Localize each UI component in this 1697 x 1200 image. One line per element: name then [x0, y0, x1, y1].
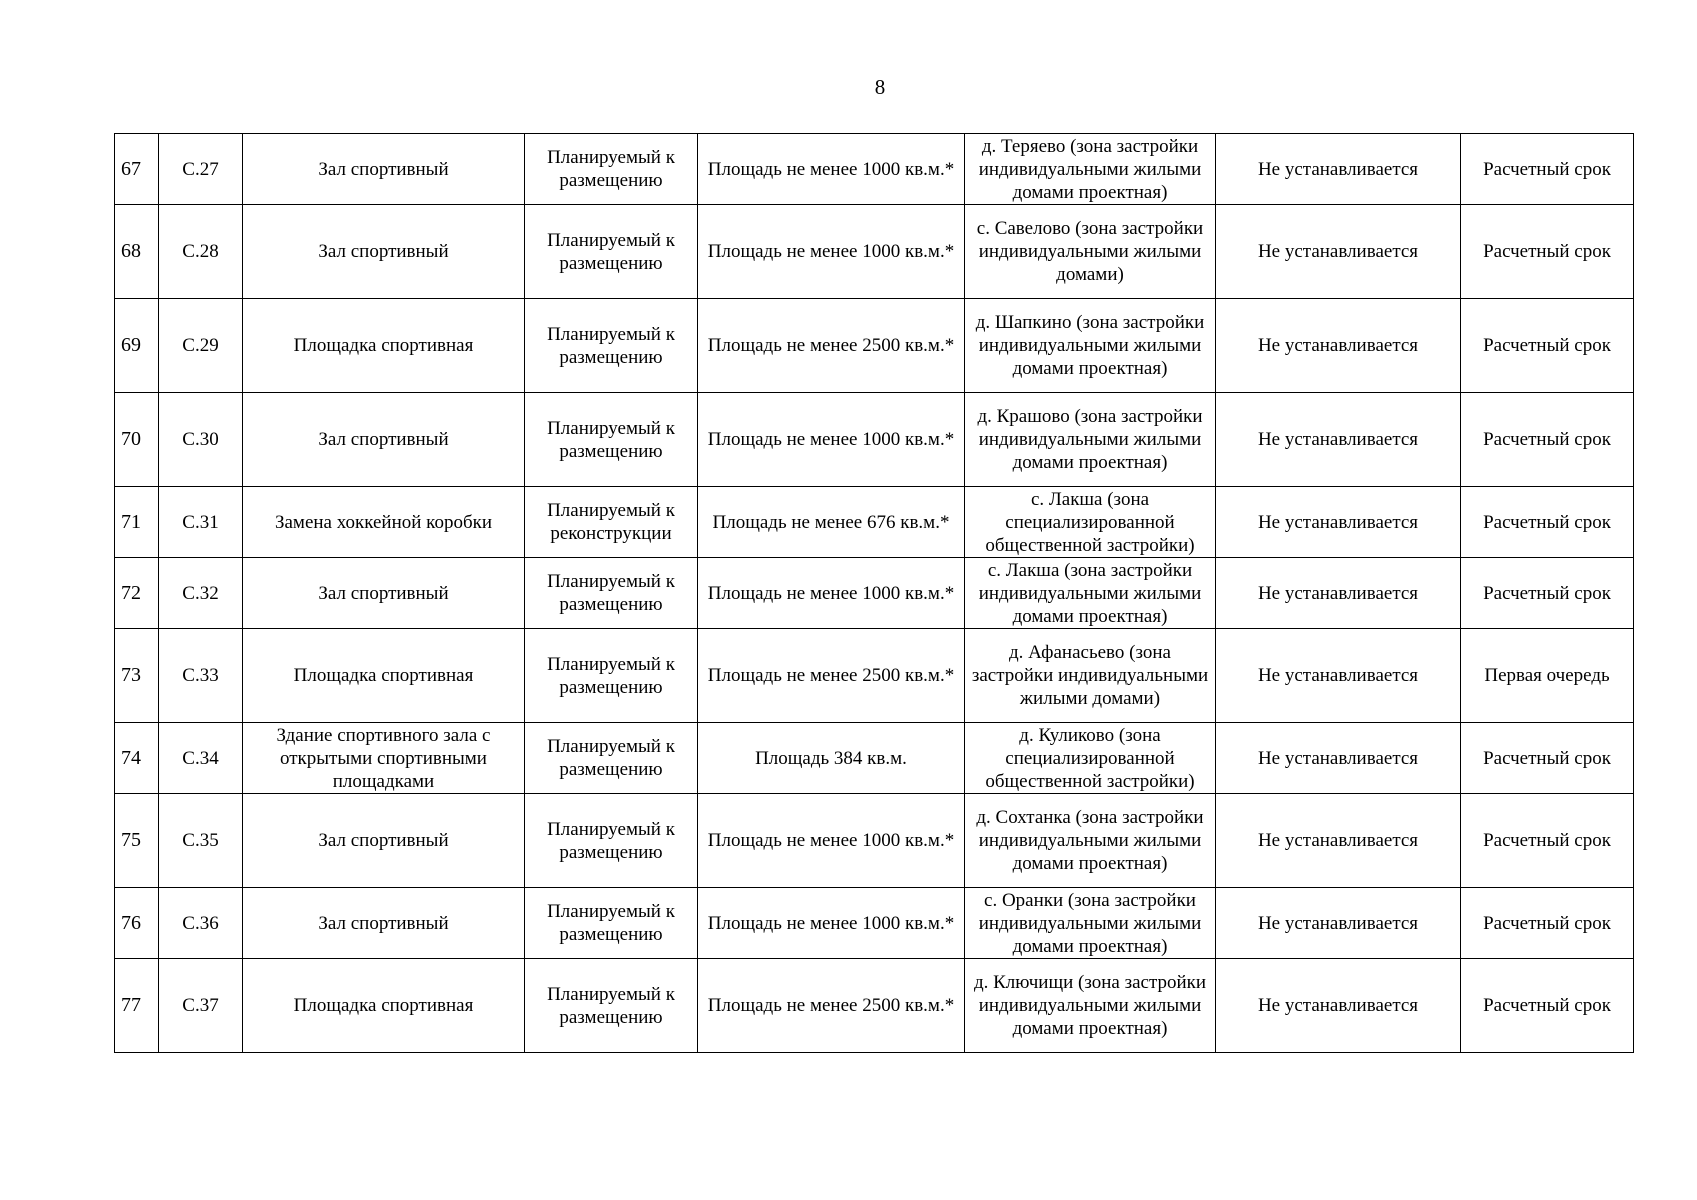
- object-name: Зал спортивный: [243, 205, 525, 299]
- table-row: [115, 558, 1634, 629]
- object-status: Планируемый к размещению: [525, 299, 698, 393]
- object-params: Площадь не менее 1000 кв.м.*: [698, 558, 965, 629]
- object-location: с. Лакша (зона специализированной общественной застройки): [965, 487, 1216, 558]
- object-name: Площадка спортивная: [243, 959, 525, 1053]
- row-number: 68: [115, 205, 159, 299]
- row-number: 69: [115, 299, 159, 393]
- row-number: 74: [115, 723, 159, 794]
- object-location: с. Оранки (зона застройки индивидуальными жилыми домами проектная): [965, 888, 1216, 959]
- object-status: Планируемый к размещению: [525, 629, 698, 723]
- object-term: Первая очередь: [1461, 629, 1634, 723]
- table-row: [115, 487, 1634, 558]
- object-term: Расчетный срок: [1461, 487, 1634, 558]
- row-number: 73: [115, 629, 159, 723]
- table-row: [115, 794, 1634, 888]
- object-status: Планируемый к размещению: [525, 723, 698, 794]
- object-zone: Не устанавливается: [1216, 558, 1461, 629]
- object-status: Планируемый к размещению: [525, 205, 698, 299]
- object-code: С.33: [159, 629, 243, 723]
- row-number: 67: [115, 134, 159, 205]
- object-params: Площадь не менее 1000 кв.м.*: [698, 205, 965, 299]
- object-location: д. Ключищи (зона застройки индивидуальными жилыми домами проектная): [965, 959, 1216, 1053]
- object-params: Площадь не менее 1000 кв.м.*: [698, 794, 965, 888]
- object-params: Площадь не менее 2500 кв.м.*: [698, 629, 965, 723]
- table-row: [115, 393, 1634, 487]
- object-zone: Не устанавливается: [1216, 888, 1461, 959]
- object-zone: Не устанавливается: [1216, 205, 1461, 299]
- object-status: Планируемый к размещению: [525, 134, 698, 205]
- row-number: 76: [115, 888, 159, 959]
- object-status: Планируемый к реконструкции: [525, 487, 698, 558]
- object-name: Площадка спортивная: [243, 629, 525, 723]
- object-name: Зал спортивный: [243, 134, 525, 205]
- object-name: Зал спортивный: [243, 393, 525, 487]
- object-location: с. Савелово (зона застройки индивидуальными жилыми домами): [965, 205, 1216, 299]
- object-location: д. Куликово (зона специализированной общественной застройки): [965, 723, 1216, 794]
- object-code: С.29: [159, 299, 243, 393]
- object-term: Расчетный срок: [1461, 134, 1634, 205]
- object-term: Расчетный срок: [1461, 888, 1634, 959]
- object-zone: Не устанавливается: [1216, 299, 1461, 393]
- object-code: С.28: [159, 205, 243, 299]
- object-code: С.36: [159, 888, 243, 959]
- row-number: 71: [115, 487, 159, 558]
- object-params: Площадь не менее 676 кв.м.*: [698, 487, 965, 558]
- object-name: Здание спортивного зала с открытыми спортивными площадками: [243, 723, 525, 794]
- object-term: Расчетный срок: [1461, 393, 1634, 487]
- object-location: с. Лакша (зона застройки индивидуальными жилыми домами проектная): [965, 558, 1216, 629]
- row-number: 72: [115, 558, 159, 629]
- object-params: Площадь не менее 1000 кв.м.*: [698, 134, 965, 205]
- object-term: Расчетный срок: [1461, 723, 1634, 794]
- object-name: Зал спортивный: [243, 794, 525, 888]
- object-term: Расчетный срок: [1461, 959, 1634, 1053]
- object-params: Площадь 384 кв.м.: [698, 723, 965, 794]
- row-number: 75: [115, 794, 159, 888]
- object-location: д. Сохтанка (зона застройки индивидуальными жилыми домами проектная): [965, 794, 1216, 888]
- object-zone: Не устанавливается: [1216, 487, 1461, 558]
- page-number: 8: [874, 75, 886, 99]
- object-code: С.32: [159, 558, 243, 629]
- object-status: Планируемый к размещению: [525, 888, 698, 959]
- objects-table: [114, 133, 1634, 1053]
- object-code: С.27: [159, 134, 243, 205]
- object-name: Зал спортивный: [243, 888, 525, 959]
- object-code: С.31: [159, 487, 243, 558]
- object-term: Расчетный срок: [1461, 299, 1634, 393]
- object-params: Площадь не менее 1000 кв.м.*: [698, 888, 965, 959]
- table-row: [115, 134, 1634, 205]
- object-location: д. Теряево (зона застройки индивидуальными жилыми домами проектная): [965, 134, 1216, 205]
- object-zone: Не устанавливается: [1216, 134, 1461, 205]
- table-row: [115, 959, 1634, 1053]
- object-term: Расчетный срок: [1461, 558, 1634, 629]
- object-status: Планируемый к размещению: [525, 558, 698, 629]
- object-zone: Не устанавливается: [1216, 393, 1461, 487]
- table-row: [115, 299, 1634, 393]
- object-location: д. Афанасьево (зона застройки индивидуальными жилыми домами): [965, 629, 1216, 723]
- object-code: С.30: [159, 393, 243, 487]
- object-params: Площадь не менее 2500 кв.м.*: [698, 299, 965, 393]
- object-location: д. Шапкино (зона застройки индивидуальными жилыми домами проектная): [965, 299, 1216, 393]
- row-number: 77: [115, 959, 159, 1053]
- table-row: [115, 723, 1634, 794]
- object-code: С.34: [159, 723, 243, 794]
- table-row: [115, 205, 1634, 299]
- object-params: Площадь не менее 2500 кв.м.*: [698, 959, 965, 1053]
- object-code: С.37: [159, 959, 243, 1053]
- table-row: [115, 629, 1634, 723]
- object-status: Планируемый к размещению: [525, 959, 698, 1053]
- object-zone: Не устанавливается: [1216, 629, 1461, 723]
- row-number: 70: [115, 393, 159, 487]
- object-zone: Не устанавливается: [1216, 794, 1461, 888]
- object-zone: Не устанавливается: [1216, 959, 1461, 1053]
- object-code: С.35: [159, 794, 243, 888]
- object-location: д. Крашово (зона застройки индивидуальными жилыми домами проектная): [965, 393, 1216, 487]
- object-name: Площадка спортивная: [243, 299, 525, 393]
- object-term: Расчетный срок: [1461, 205, 1634, 299]
- object-zone: Не устанавливается: [1216, 723, 1461, 794]
- object-status: Планируемый к размещению: [525, 393, 698, 487]
- object-name: Замена хоккейной коробки: [243, 487, 525, 558]
- object-status: Планируемый к размещению: [525, 794, 698, 888]
- table-row: [115, 888, 1634, 959]
- object-name: Зал спортивный: [243, 558, 525, 629]
- object-params: Площадь не менее 1000 кв.м.*: [698, 393, 965, 487]
- object-term: Расчетный срок: [1461, 794, 1634, 888]
